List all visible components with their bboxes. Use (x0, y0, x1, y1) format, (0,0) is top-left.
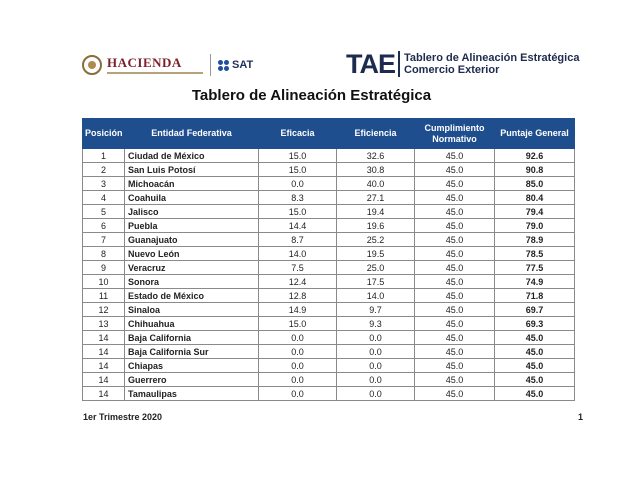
cell-entity: Chiapas (125, 359, 259, 373)
cell-compliance: 45.0 (415, 303, 495, 317)
table-row (83, 261, 575, 275)
cell-total-score: 71.8 (495, 289, 575, 303)
cell-efficacy: 12.4 (259, 275, 337, 289)
cell-position: 14 (83, 373, 125, 387)
cell-position: 4 (83, 191, 125, 205)
cell-compliance: 45.0 (415, 317, 495, 331)
sat-dots-icon (218, 60, 229, 71)
cell-position: 11 (83, 289, 125, 303)
cell-entity: Puebla (125, 219, 259, 233)
table-row (83, 317, 575, 331)
cell-efficacy: 0.0 (259, 387, 337, 401)
cell-entity: Sinaloa (125, 303, 259, 317)
cell-total-score: 92.6 (495, 149, 575, 163)
cell-compliance: 45.0 (415, 289, 495, 303)
cell-position: 6 (83, 219, 125, 233)
cell-compliance: 45.0 (415, 233, 495, 247)
page-header (0, 0, 623, 90)
cell-efficiency: 25.0 (337, 261, 415, 275)
cell-total-score: 45.0 (495, 331, 575, 345)
cell-position: 14 (83, 359, 125, 373)
column-header-compliance: Cumplimiento Normativo (415, 119, 495, 149)
cell-entity: Chihuahua (125, 317, 259, 331)
cell-position: 5 (83, 205, 125, 219)
sat-logo-text: SAT (232, 59, 254, 71)
tae-title-line2: Comercio Exterior (404, 64, 500, 76)
cell-total-score: 77.5 (495, 261, 575, 275)
cell-efficiency: 0.0 (337, 373, 415, 387)
cell-compliance: 45.0 (415, 191, 495, 205)
national-seal-icon (82, 55, 102, 75)
cell-position: 12 (83, 303, 125, 317)
cell-position: 14 (83, 345, 125, 359)
cell-entity: Michoacán (125, 177, 259, 191)
table-row (83, 205, 575, 219)
cell-efficacy: 0.0 (259, 373, 337, 387)
cell-entity: Veracruz (125, 261, 259, 275)
table-row (83, 247, 575, 261)
cell-efficiency: 30.8 (337, 163, 415, 177)
cell-compliance: 45.0 (415, 373, 495, 387)
cell-position: 3 (83, 177, 125, 191)
cell-efficiency: 0.0 (337, 359, 415, 373)
table-row (83, 303, 575, 317)
table-row (83, 275, 575, 289)
cell-entity: Estado de México (125, 289, 259, 303)
cell-total-score: 45.0 (495, 387, 575, 401)
cell-compliance: 45.0 (415, 149, 495, 163)
table-row (83, 149, 575, 163)
cell-total-score: 69.3 (495, 317, 575, 331)
cell-efficacy: 8.7 (259, 233, 337, 247)
cell-efficiency: 25.2 (337, 233, 415, 247)
table-row (83, 331, 575, 345)
cell-efficiency: 0.0 (337, 331, 415, 345)
cell-entity: Ciudad de México (125, 149, 259, 163)
table-row (83, 233, 575, 247)
hacienda-logo-text: HACIENDA (107, 55, 182, 70)
table-row (83, 359, 575, 373)
cell-efficacy: 0.0 (259, 331, 337, 345)
cell-position: 14 (83, 331, 125, 345)
cell-position: 13 (83, 317, 125, 331)
cell-compliance: 45.0 (415, 163, 495, 177)
cell-total-score: 45.0 (495, 359, 575, 373)
cell-efficiency: 19.6 (337, 219, 415, 233)
cell-total-score: 45.0 (495, 345, 575, 359)
cell-entity: Guerrero (125, 373, 259, 387)
table-row (83, 345, 575, 359)
cell-efficiency: 0.0 (337, 387, 415, 401)
cell-compliance: 45.0 (415, 177, 495, 191)
cell-total-score: 78.5 (495, 247, 575, 261)
cell-efficacy: 0.0 (259, 359, 337, 373)
cell-entity: San Luis Potosí (125, 163, 259, 177)
cell-efficacy: 15.0 (259, 205, 337, 219)
cell-compliance: 45.0 (415, 205, 495, 219)
tae-title-line1: Tablero de Alineación Estratégica (404, 52, 580, 64)
cell-position: 10 (83, 275, 125, 289)
table-row (83, 219, 575, 233)
cell-efficacy: 15.0 (259, 163, 337, 177)
cell-efficiency: 0.0 (337, 345, 415, 359)
cell-total-score: 90.8 (495, 163, 575, 177)
cell-entity: Nuevo León (125, 247, 259, 261)
cell-efficiency: 27.1 (337, 191, 415, 205)
column-header-entity: Entidad Federativa (125, 119, 259, 149)
cell-entity: Guanajuato (125, 233, 259, 247)
page-number: 1 (578, 412, 584, 422)
cell-total-score: 69.7 (495, 303, 575, 317)
table-row (83, 289, 575, 303)
logo-divider (210, 54, 211, 76)
cell-entity: Baja California (125, 331, 259, 345)
column-header-efficacy: Eficacia (259, 119, 337, 149)
cell-compliance: 45.0 (415, 247, 495, 261)
cell-total-score: 74.9 (495, 275, 575, 289)
cell-efficacy: 14.0 (259, 247, 337, 261)
cell-total-score: 79.0 (495, 219, 575, 233)
page-title: Tablero de Alineación Estratégica (191, 87, 432, 104)
tae-mark: TAE (346, 49, 395, 79)
cell-efficiency: 17.5 (337, 275, 415, 289)
cell-efficacy: 0.0 (259, 345, 337, 359)
cell-efficacy: 12.8 (259, 289, 337, 303)
cell-efficiency: 14.0 (337, 289, 415, 303)
table-row (83, 191, 575, 205)
cell-efficiency: 19.4 (337, 205, 415, 219)
cell-entity: Jalisco (125, 205, 259, 219)
cell-efficacy: 0.0 (259, 177, 337, 191)
tae-logo (346, 50, 579, 78)
cell-efficacy: 14.4 (259, 219, 337, 233)
cell-entity: Baja California Sur (125, 345, 259, 359)
cell-total-score: 78.9 (495, 233, 575, 247)
cell-total-score: 45.0 (495, 373, 575, 387)
column-header-total-score: Puntaje General (495, 119, 575, 149)
cell-compliance: 45.0 (415, 345, 495, 359)
cell-compliance: 45.0 (415, 261, 495, 275)
cell-position: 14 (83, 387, 125, 401)
sat-logo (218, 59, 253, 71)
cell-total-score: 79.4 (495, 205, 575, 219)
cell-compliance: 45.0 (415, 331, 495, 345)
cell-efficacy: 8.3 (259, 191, 337, 205)
cell-compliance: 45.0 (415, 387, 495, 401)
cell-entity: Sonora (125, 275, 259, 289)
hacienda-sat-logo (82, 54, 253, 76)
cell-efficacy: 15.0 (259, 317, 337, 331)
footer-period: 1er Trimestre 2020 (83, 412, 163, 422)
cell-entity: Tamaulipas (125, 387, 259, 401)
column-header-efficiency: Eficiencia (337, 119, 415, 149)
cell-compliance: 45.0 (415, 275, 495, 289)
cell-position: 7 (83, 233, 125, 247)
cell-position: 1 (83, 149, 125, 163)
table-row (83, 177, 575, 191)
table-row (83, 373, 575, 387)
table-row (83, 163, 575, 177)
cell-efficacy: 14.9 (259, 303, 337, 317)
cell-position: 8 (83, 247, 125, 261)
cell-efficiency: 9.7 (337, 303, 415, 317)
cell-efficiency: 32.6 (337, 149, 415, 163)
column-header-position: Posición (83, 119, 125, 149)
cell-position: 2 (83, 163, 125, 177)
table-body (83, 149, 575, 401)
cell-compliance: 45.0 (415, 219, 495, 233)
cell-efficiency: 19.5 (337, 247, 415, 261)
ranking-table (82, 118, 575, 401)
cell-efficiency: 9.3 (337, 317, 415, 331)
cell-position: 9 (83, 261, 125, 275)
cell-entity: Coahuila (125, 191, 259, 205)
cell-efficiency: 40.0 (337, 177, 415, 191)
table-header-row (83, 119, 575, 149)
cell-total-score: 80.4 (495, 191, 575, 205)
table-row (83, 387, 575, 401)
cell-total-score: 85.0 (495, 177, 575, 191)
cell-efficacy: 15.0 (259, 149, 337, 163)
cell-efficacy: 7.5 (259, 261, 337, 275)
cell-compliance: 45.0 (415, 359, 495, 373)
tae-divider (398, 51, 400, 77)
